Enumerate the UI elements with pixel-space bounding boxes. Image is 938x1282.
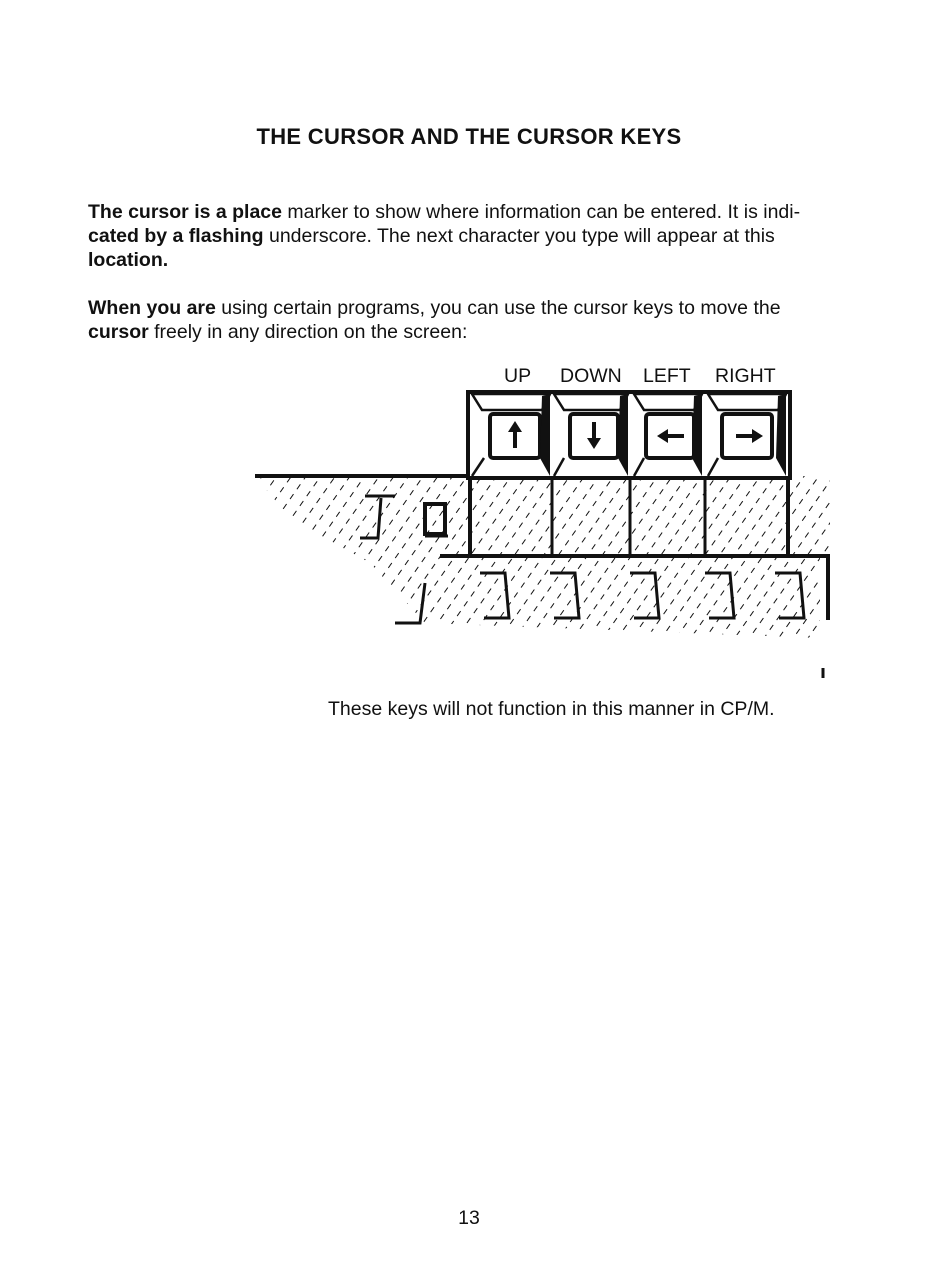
cursor-keys-illustration xyxy=(250,388,840,688)
para1-bold-c: location. xyxy=(88,249,169,271)
para1-text-a: marker to show where information can be entered. It is indi- xyxy=(282,201,801,223)
para1-bold-a: The cursor is a place xyxy=(88,201,283,223)
para1-bold-b: cated by a flashing xyxy=(88,225,264,247)
para2-bold-a: When you are xyxy=(88,297,216,319)
key-label-up: UP xyxy=(504,365,532,387)
paragraph-cursor-keys xyxy=(88,296,858,344)
para1-text-b: underscore. The next character you type will appear at this xyxy=(263,225,775,247)
page-number: 13 xyxy=(458,1207,480,1229)
caption-cpm-note: These keys will not function in this manner in CP/M. xyxy=(328,698,775,720)
page-title: THE CURSOR AND THE CURSOR KEYS xyxy=(256,124,682,149)
arrow-keys xyxy=(468,392,790,478)
para2-text-a: using certain programs, you can use the cursor keys to move the xyxy=(215,297,781,319)
key-label-right: RIGHT xyxy=(715,365,776,387)
key-label-left: LEFT xyxy=(643,365,691,387)
para2-text-b: freely in any direction on the screen: xyxy=(148,321,468,343)
paragraph-cursor-definition xyxy=(88,200,858,272)
para2-bold-b: cursor xyxy=(88,321,149,343)
key-label-down: DOWN xyxy=(560,365,622,387)
